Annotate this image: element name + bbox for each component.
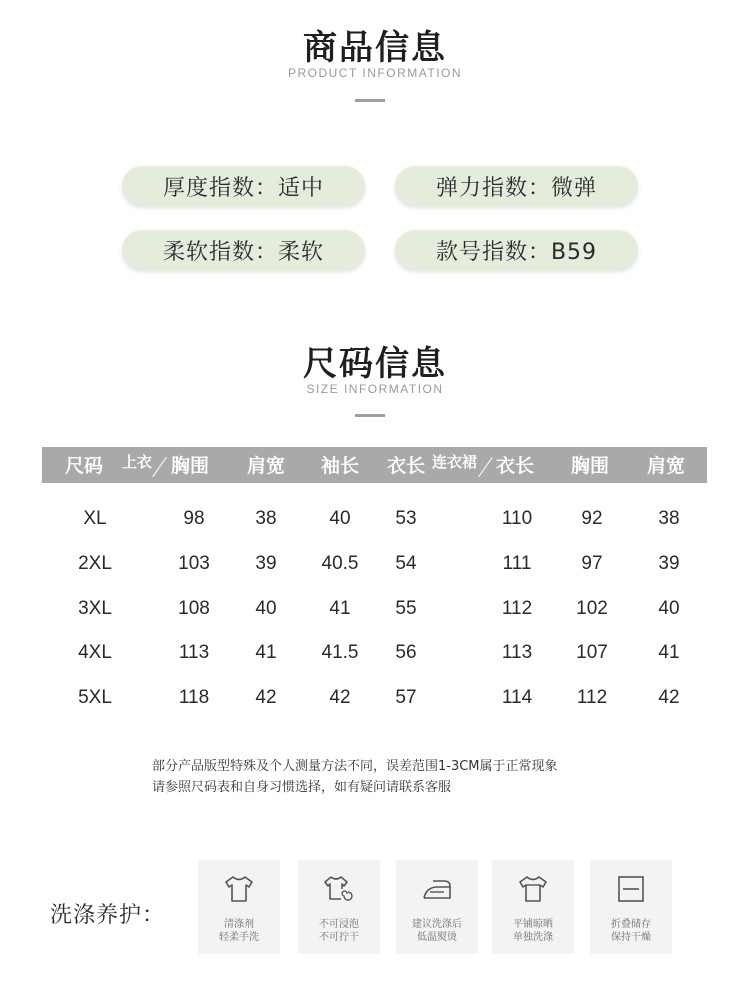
product-info-title: 商品信息 <box>303 28 447 68</box>
table-row <box>0 638 750 668</box>
cell-top-shoulder: 42 <box>255 687 277 708</box>
elasticity-pill: 弹力指数：微弹 <box>395 166 638 206</box>
care-text-line-2: 单独洗涤 <box>513 932 553 943</box>
care-item-fold-store <box>590 860 672 954</box>
cell-top-length: 56 <box>395 642 417 663</box>
cell-size: 3XL <box>78 598 112 619</box>
tshirt-icon <box>222 872 256 906</box>
table-row <box>0 683 750 713</box>
cell-top-chest: 98 <box>183 508 205 529</box>
cell-dress-length: 113 <box>501 642 533 663</box>
cell-top-length: 53 <box>395 508 417 529</box>
table-row <box>0 594 750 624</box>
care-label: 洗涤养护： <box>50 903 166 928</box>
cell-dress-chest: 97 <box>581 553 603 574</box>
cell-dress-shoulder: 42 <box>658 687 680 708</box>
header-dress-label: 连衣裙 <box>432 453 478 471</box>
tshirt-flat-icon <box>516 872 550 906</box>
table-row <box>0 549 750 579</box>
tshirt-no-soak-icon <box>322 872 356 906</box>
care-item-flat-dry <box>492 860 574 954</box>
care-text-line-2: 轻柔手洗 <box>219 932 259 943</box>
product-info-divider <box>355 99 385 102</box>
header-top-label: 上衣 <box>122 453 153 471</box>
cell-top-chest: 113 <box>178 642 210 663</box>
cell-top-shoulder: 41 <box>255 642 277 663</box>
cell-dress-shoulder: 40 <box>658 598 680 619</box>
cell-top-chest: 118 <box>178 687 210 708</box>
care-item-no-soak <box>298 860 380 954</box>
cell-top-sleeve: 41 <box>329 598 351 619</box>
cell-size: 2XL <box>78 553 112 574</box>
care-text-line-2: 低温熨烫 <box>417 932 457 943</box>
cell-top-length: 57 <box>395 687 417 708</box>
cell-dress-chest: 107 <box>576 642 608 663</box>
cell-top-length: 55 <box>395 598 417 619</box>
cell-dress-length: 112 <box>501 598 533 619</box>
header-top-length: 衣长 <box>386 455 425 477</box>
cell-dress-length: 110 <box>501 508 533 529</box>
care-text-line-1: 建议洗涤后 <box>412 919 462 930</box>
cell-dress-length: 114 <box>501 687 533 708</box>
cell-top-sleeve: 40 <box>329 508 351 529</box>
cell-dress-shoulder: 41 <box>658 642 680 663</box>
cell-top-sleeve: 42 <box>329 687 351 708</box>
cell-dress-chest: 92 <box>581 508 603 529</box>
thickness-pill: 厚度指数：适中 <box>122 166 365 206</box>
cell-dress-shoulder: 39 <box>658 553 680 574</box>
header-top-chest: 胸围 <box>170 455 209 477</box>
header-dress-chest: 胸围 <box>570 455 609 477</box>
table-row <box>0 504 750 534</box>
care-text-line-1: 不可浸泡 <box>319 919 359 930</box>
size-info-divider <box>355 414 385 417</box>
care-item-iron <box>396 860 478 954</box>
cell-size: XL <box>83 508 107 529</box>
cell-top-length: 54 <box>395 553 417 574</box>
cell-top-shoulder: 40 <box>255 598 277 619</box>
care-text-line-1: 折叠储存 <box>611 919 651 930</box>
cell-top-sleeve: 40.5 <box>321 553 359 574</box>
header-top-sleeve: 袖长 <box>320 455 359 477</box>
softness-pill: 柔软指数：柔软 <box>122 230 365 270</box>
cell-top-chest: 108 <box>178 598 210 619</box>
size-info-subtitle: SIZE INFORMATION <box>306 382 444 396</box>
fold-icon <box>614 872 648 906</box>
cell-dress-chest: 102 <box>576 598 608 619</box>
cell-dress-shoulder: 38 <box>658 508 680 529</box>
care-text-line-2: 不可拧干 <box>319 932 359 943</box>
size-info-title: 尺码信息 <box>303 344 447 384</box>
header-dress-shoulder: 肩宽 <box>646 455 685 477</box>
cell-size: 5XL <box>78 687 112 708</box>
header-dress-length: 衣长 <box>495 455 534 477</box>
header-size: 尺码 <box>64 455 103 477</box>
cell-top-sleeve: 41.5 <box>321 642 359 663</box>
cell-dress-chest: 112 <box>576 687 608 708</box>
care-text-line-2: 保持干燥 <box>611 932 651 943</box>
cell-top-shoulder: 39 <box>255 553 277 574</box>
size-note-line-2: 请参照尺码表和自身习惯选择，如有疑问请联系客服 <box>152 780 452 795</box>
iron-icon <box>420 872 454 906</box>
care-item-hand-wash <box>198 860 280 954</box>
size-note-line-1: 部分产品版型特殊及个人测量方法不同，误差范围1-3CM属于正常现象 <box>152 759 558 774</box>
care-text-line-1: 平铺晾晒 <box>513 919 553 930</box>
style-number-pill: 款号指数：B59 <box>395 230 638 270</box>
product-info-subtitle: PRODUCT INFORMATION <box>287 66 463 80</box>
header-top-shoulder: 肩宽 <box>246 455 285 477</box>
cell-dress-length: 111 <box>502 553 532 574</box>
cell-size: 4XL <box>78 642 112 663</box>
cell-top-shoulder: 38 <box>255 508 277 529</box>
cell-top-chest: 103 <box>178 553 210 574</box>
size-table-header <box>42 447 707 483</box>
care-text-line-1: 清涤剂 <box>224 919 254 930</box>
